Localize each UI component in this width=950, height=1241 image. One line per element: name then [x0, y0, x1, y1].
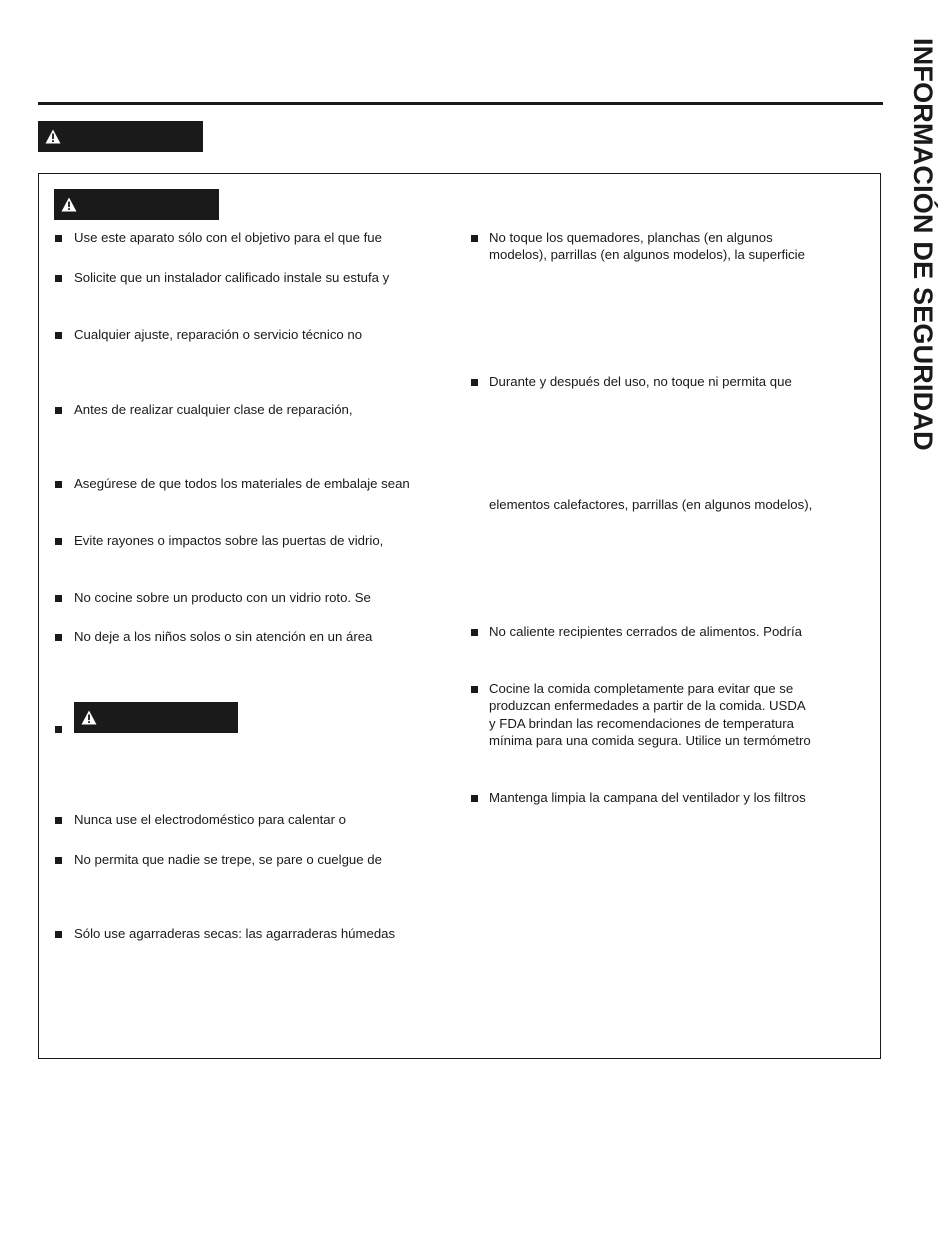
list-item: Sólo use agarraderas secas: las agarraderas húmedas	[74, 926, 396, 941]
list-item: Cocine la comida completamente para evitar que se	[489, 681, 794, 696]
square-bullet-icon	[471, 629, 478, 636]
list-item-continuation: y FDA brindan las recomendaciones de temperatura	[489, 716, 794, 731]
warning-triangle-icon	[61, 197, 77, 212]
list-item: Durante y después del uso, no toque ni permita que	[489, 374, 792, 389]
warning-label-box	[54, 189, 219, 220]
warning-label-inline	[74, 702, 238, 733]
square-bullet-icon	[55, 634, 62, 641]
square-bullet-icon	[55, 407, 62, 414]
square-bullet-icon	[55, 481, 62, 488]
list-item-continuation: mínima para una comida segura. Utilice un termómetro	[489, 733, 811, 748]
list-item: Cualquier ajuste, reparación o servicio técnico no	[74, 327, 363, 342]
square-bullet-icon	[471, 379, 478, 386]
square-bullet-icon	[55, 931, 62, 938]
list-item-continuation: produzcan enfermedades a partir de la comida. USDA	[489, 698, 806, 713]
list-item: Asegúrese de que todos los materiales de embalaje sean	[74, 476, 410, 491]
top-rule	[38, 102, 883, 105]
square-bullet-icon	[55, 275, 62, 282]
list-item: Evite rayones o impactos sobre las puertas de vidrio,	[74, 533, 384, 548]
square-bullet-icon	[55, 817, 62, 824]
square-bullet-icon	[471, 686, 478, 693]
square-bullet-icon	[55, 857, 62, 864]
list-item: No permita que nadie se trepe, se pare o cuelgue de	[74, 852, 382, 867]
section-side-title: INFORMACIÓN DE SEGURIDAD	[908, 38, 938, 451]
square-bullet-icon	[55, 332, 62, 339]
square-bullet-icon	[471, 795, 478, 802]
list-item: No deje a los niños solos o sin atención en un área	[74, 629, 373, 644]
list-item: No toque los quemadores, planchas (en algunos	[489, 230, 773, 245]
warning-triangle-icon	[81, 710, 97, 725]
list-item: Mantenga limpia la campana del ventilador y los filtros	[489, 790, 806, 805]
square-bullet-icon	[55, 726, 62, 733]
square-bullet-icon	[55, 235, 62, 242]
list-item-continuation: elementos calefactores, parrillas (en algunos modelos),	[489, 497, 813, 512]
warning-triangle-icon	[45, 129, 61, 144]
square-bullet-icon	[55, 595, 62, 602]
list-item: No caliente recipientes cerrados de alimentos. Podría	[489, 624, 803, 639]
list-item: Use este aparato sólo con el objetivo para el que fue	[74, 230, 382, 245]
warning-label-header	[38, 121, 203, 152]
square-bullet-icon	[471, 235, 478, 242]
square-bullet-icon	[55, 538, 62, 545]
list-item: Antes de realizar cualquier clase de reparación,	[74, 402, 353, 417]
list-item: Nunca use el electrodoméstico para calentar o	[74, 812, 346, 827]
list-item-continuation: modelos), parrillas (en algunos modelos), la superficie	[489, 247, 805, 262]
list-item: No cocine sobre un producto con un vidrio roto. Se	[74, 590, 371, 605]
list-item: Solicite que un instalador calificado instale su estufa y	[74, 270, 390, 285]
